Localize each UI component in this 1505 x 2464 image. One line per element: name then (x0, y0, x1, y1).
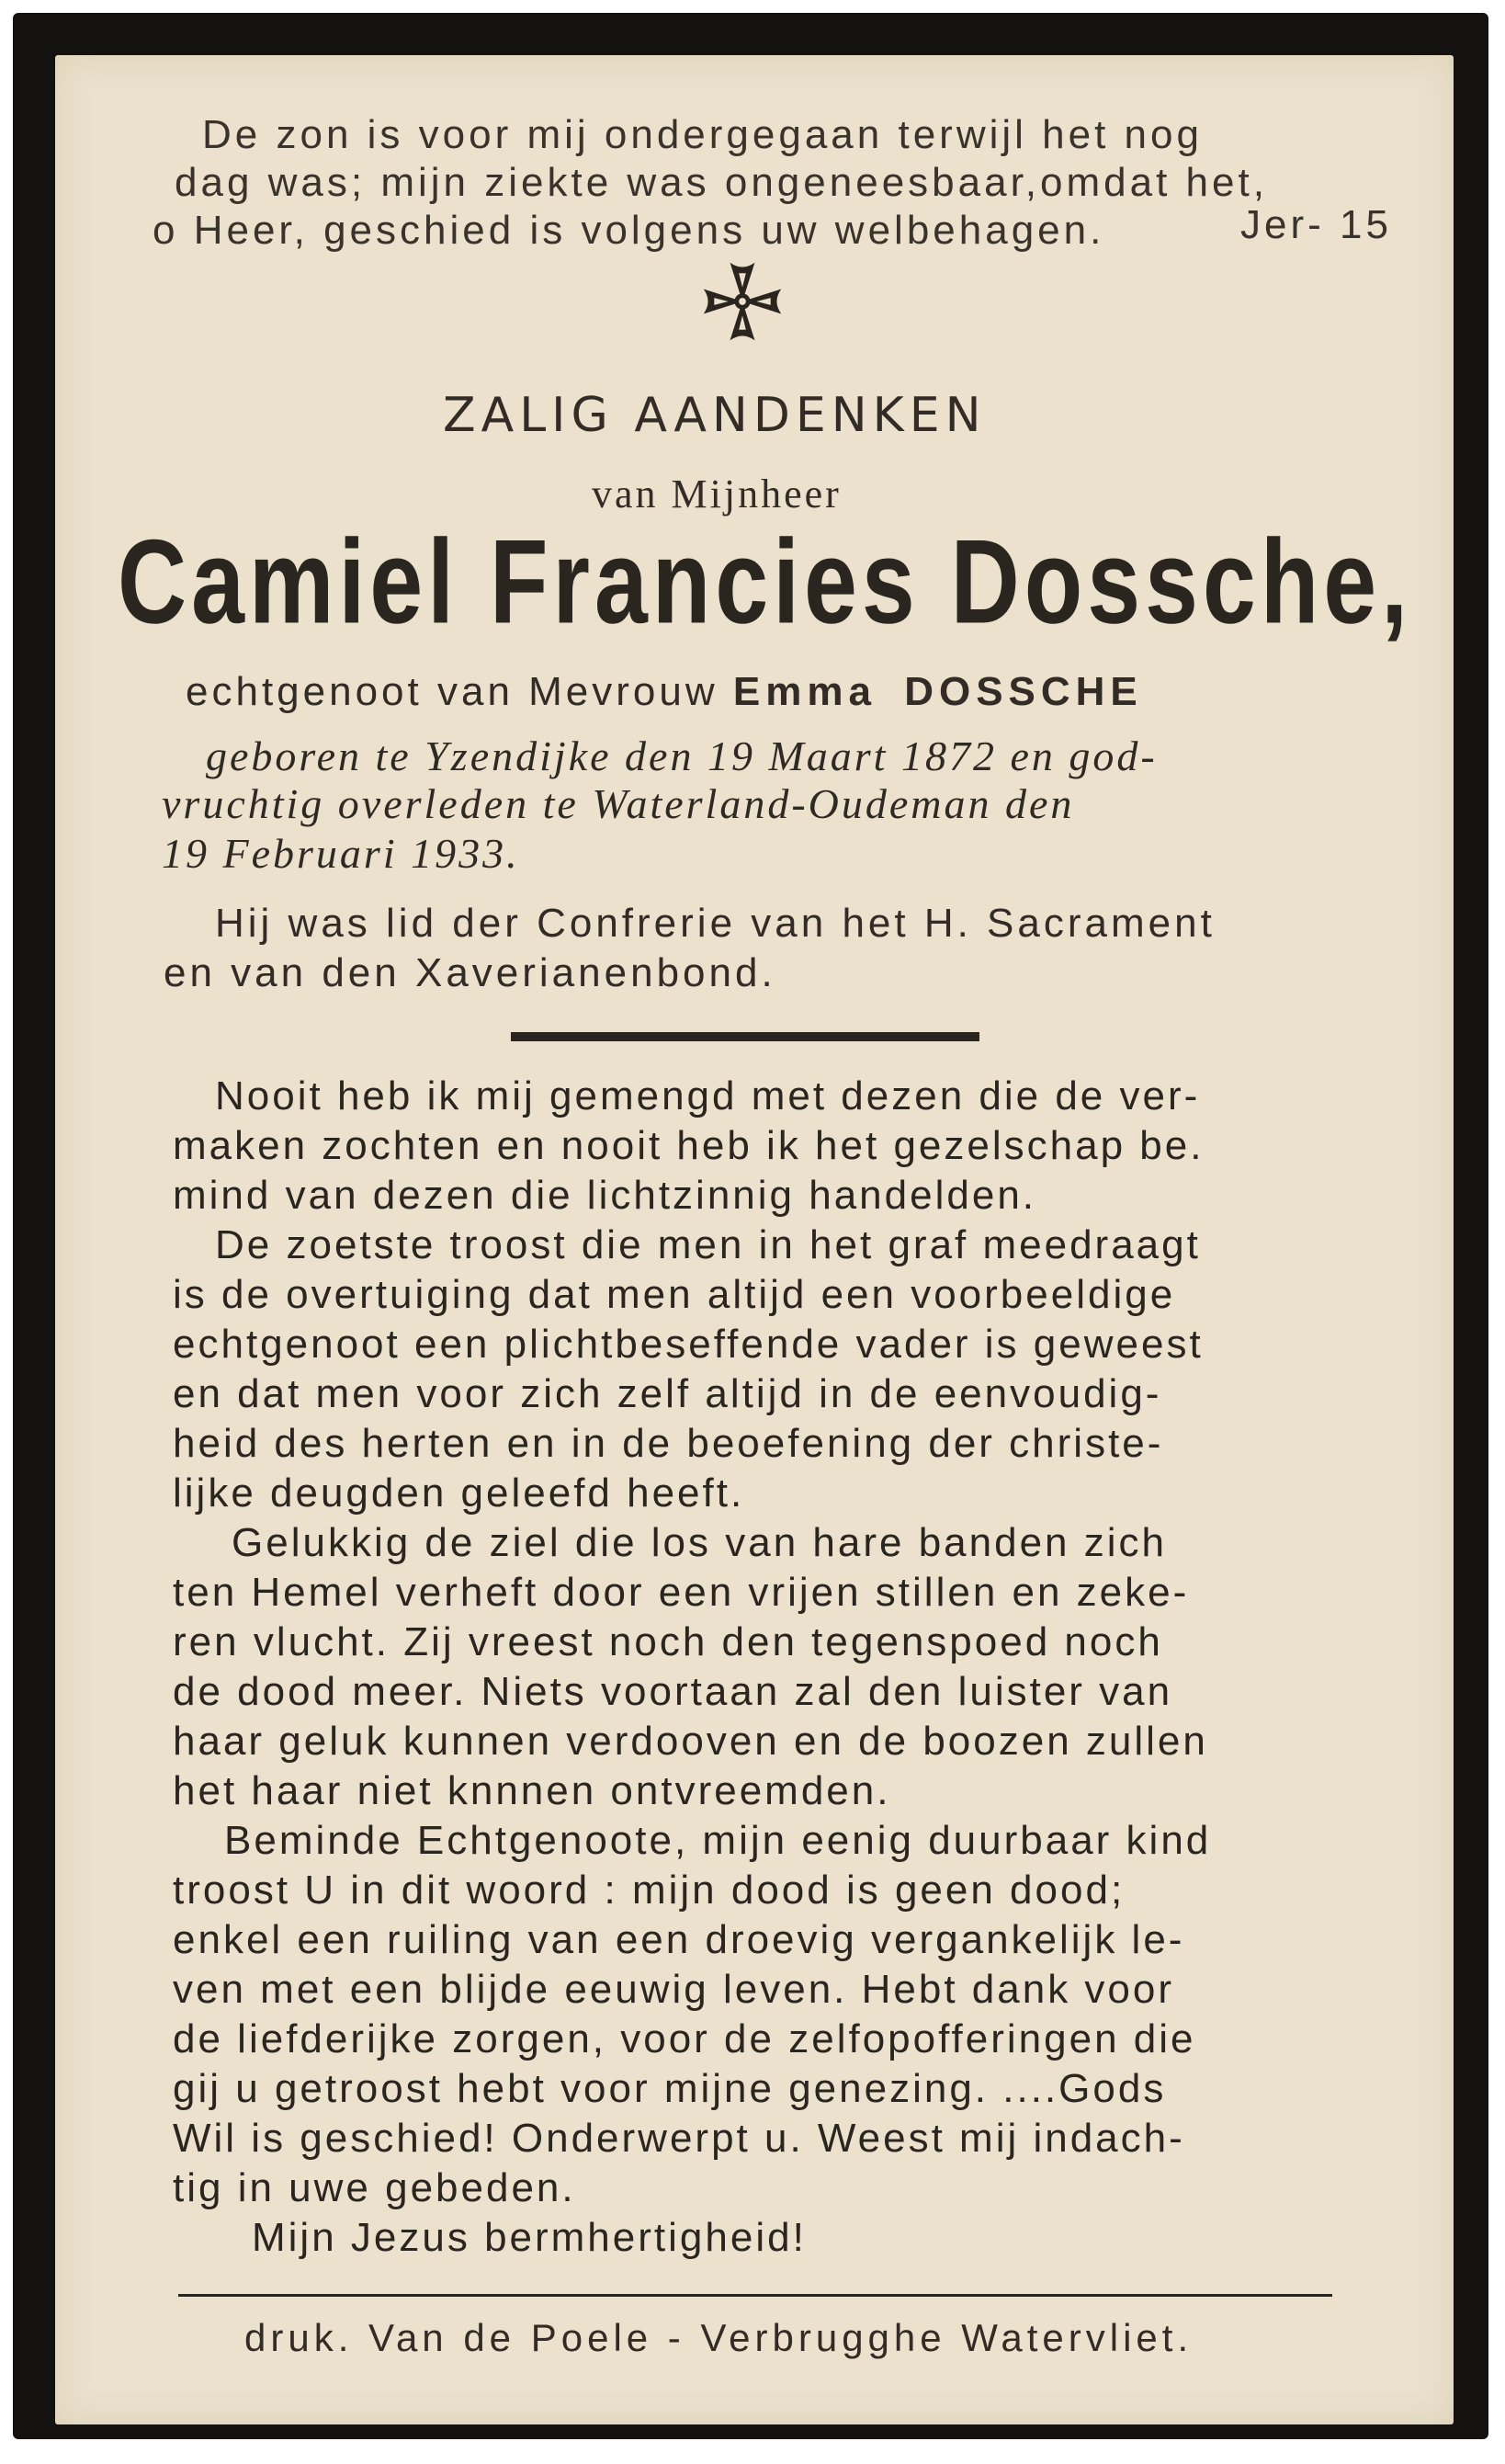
body-line: en dat men voor zich zelf altijd in de eenvoudig- (173, 1371, 1162, 1416)
body-line: gij u getroost hebt voor mijne genezing. ....Gods (173, 2066, 1167, 2111)
membership-line: en van den Xaverianenbond. (164, 950, 776, 995)
body-line: is de overtuiging dat men altijd een voorbeeldige (173, 1272, 1176, 1317)
body-line: Beminde Echtgenoote, mijn eenig duurbaar kind (224, 1818, 1212, 1863)
verse-line: dag was; mijn ziekte was ongeneesbaar,omdat het, (175, 160, 1268, 205)
body-line: Mijn Jezus bermhertigheid! (252, 2215, 807, 2260)
body-line: tig in uwe gebeden. (173, 2165, 576, 2210)
spouse-line (186, 669, 1143, 715)
footer-divider (178, 2294, 1332, 2297)
body-line: ven met een blijde eeuwig leven. Hebt dank voor (173, 1967, 1175, 2012)
death-line: vruchtig overleden te Waterland-Oudeman den (162, 780, 1075, 827)
body-line: haar geluk kunnen verdooven en de boozen zullen (173, 1719, 1208, 1764)
body-line: het haar niet knnnen ontvreemden. (173, 1768, 891, 1813)
body-line: Gelukkig de ziel die los van hare banden zich (232, 1520, 1167, 1565)
body-line: mind van dezen die lichtzinnig handelden. (173, 1173, 1037, 1218)
birth-line: geboren te Yzendijke den 19 Maart 1872 en god- (206, 732, 1158, 779)
verse-line: o Heer, geschied is volgens uw welbehagen. (153, 208, 1105, 253)
card-paper (55, 55, 1454, 2424)
verse-reference: Jer- 15 (1240, 202, 1392, 247)
deceased-name: Camiel Francies Dossche, (118, 516, 1413, 650)
body-line: heid des herten en in de beoefening der christe- (173, 1421, 1164, 1466)
body-line: enkel een ruiling van een droevig vergankelijk le- (173, 1917, 1185, 1962)
spouse-last-name: DOSSCHE (904, 669, 1143, 714)
body-line: maken zochten en nooit heb ik het gezelschap be. (173, 1123, 1205, 1168)
body-line: de dood meer. Niets voortaan zal den luister van (173, 1669, 1173, 1714)
body-line: troost U in dit woord : mijn dood is geen dood; (173, 1868, 1126, 1913)
body-line: ten Hemel verheft door een vrijen stillen en zeke- (173, 1570, 1190, 1615)
body-line: ren vlucht. Zij vreest noch den tegenspoed noch (173, 1619, 1163, 1664)
printer-credit: druk. Van de Poele - Verbrugghe Watervliet. (244, 2316, 1194, 2359)
section-divider (511, 1032, 979, 1041)
spouse-first-name: Emma (732, 669, 877, 714)
body-line: lijke deugden geleefd heeft. (173, 1470, 745, 1516)
body-line: Wil is geschied! Onderwerpt u. Weest mij indach- (173, 2116, 1185, 2161)
membership-line: Hij was lid der Confrerie van het H. Sacrament (215, 901, 1216, 946)
body-line: Nooit heb ik mij gemengd met dezen die de ver- (215, 1073, 1201, 1118)
verse-line: De zon is voor mij ondergegaan terwijl het nog (202, 112, 1203, 157)
memorial-title: ZALIG AANDENKEN (443, 388, 987, 443)
death-date-line: 19 Februari 1933. (162, 830, 520, 877)
body-line: echtgenoot een plichtbeseffende vader is geweest (173, 1322, 1204, 1367)
body-line: De zoetste troost die men in het graf meedraagt (215, 1222, 1201, 1267)
body-line: de liefderijke zorgen, voor de zelfopofferingen die (173, 2016, 1196, 2061)
memorial-subtitle: van Mijnheer (592, 471, 842, 517)
cross-icon (698, 257, 786, 346)
spouse-prefix: echtgenoot van Mevrouw (186, 669, 719, 714)
memorial-card (13, 13, 1488, 2439)
